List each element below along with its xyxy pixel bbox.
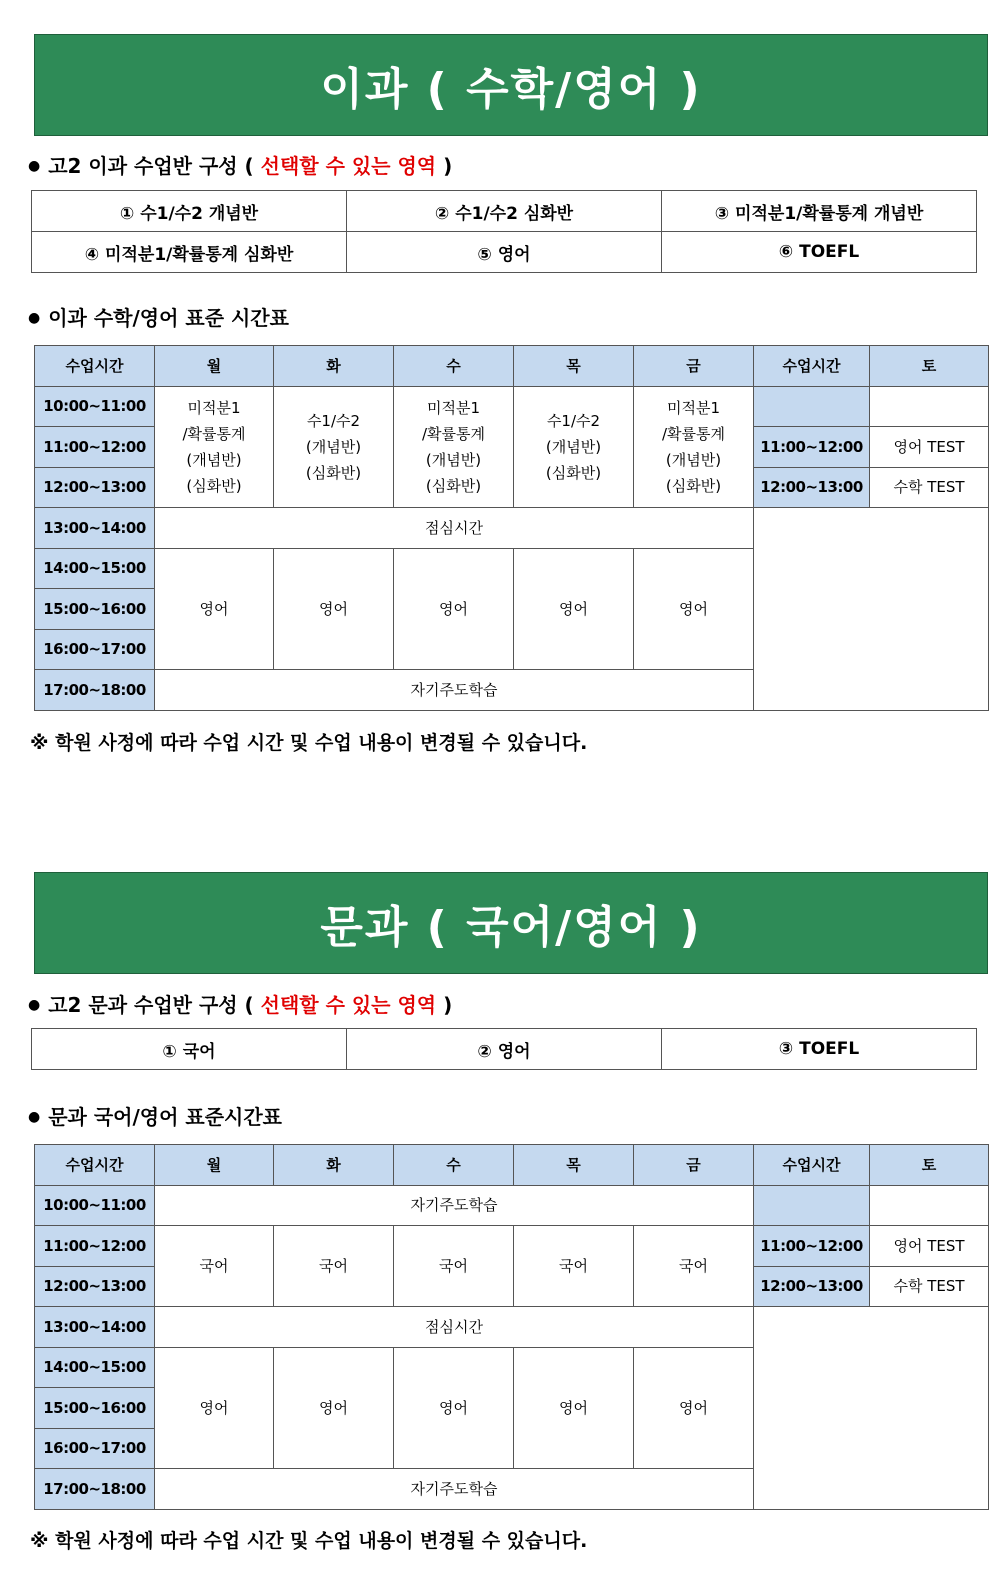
option-cell: ② 수1/수2 심화반 [347,191,662,232]
option-cell: ① 수1/수2 개념반 [32,191,347,232]
option-cell: ③ 미적분1/확률통계 개념반 [662,191,977,232]
science-timetable [34,345,989,711]
time-cell: 10:00~11:00 [35,386,155,427]
saturday-blank-area [754,508,989,711]
english-class-cell: 영어 [155,1347,274,1469]
selectable-area-label: 선택할 수 있는 영역 [260,154,437,178]
header-cell: 금 [634,346,754,387]
lunch-cell: 점심시간 [155,1307,754,1348]
saturday-time-cell: 11:00~12:00 [754,427,870,468]
header-cell: 토 [870,1145,989,1186]
selectable-area-label: 선택할 수 있는 영역 [260,993,437,1017]
time-cell: 13:00~14:00 [35,1307,155,1348]
time-cell: 12:00~13:00 [35,1266,155,1307]
saturday-time-empty [754,386,870,427]
bullet-icon: ● [28,310,41,326]
saturday-time-cell: 11:00~12:00 [754,1226,870,1267]
time-cell: 16:00~17:00 [35,1428,155,1469]
header-cell: 수업시간 [754,1145,870,1186]
english-class-cell: 영어 [634,1347,754,1469]
header-cell: 수업시간 [35,346,155,387]
table-row [35,508,989,549]
option-cell: ② 영어 [347,1029,662,1070]
humanities-timetable-heading: ● 문과 국어/영어 표준시간표 [28,1105,282,1129]
header-cell: 토 [870,346,989,387]
saturday-class-cell: 수학 TEST [870,467,989,508]
time-cell: 11:00~12:00 [35,427,155,468]
math-class-cell: 수1/수2 (개념반) (심화반) [274,386,394,508]
saturday-class-empty [870,386,989,427]
option-cell: ③ TOEFL [662,1029,977,1070]
saturday-class-cell: 영어 TEST [870,427,989,468]
table-header-row [35,346,989,387]
table-header-row [35,1145,989,1186]
option-cell: ① 국어 [32,1029,347,1070]
calculus-class-cell: 미적분1 /확률통계 (개념반) (심화반) [394,386,514,508]
calculus-class-cell: 미적분1 /확률통계 (개념반) (심화반) [155,386,274,508]
schedule-change-note: ※ 학원 사정에 따라 수업 시간 및 수업 내용이 변경될 수 있습니다. [30,732,588,754]
science-class-heading: ● 고2 이과 수업반 구성 ( 선택할 수 있는 영역 ) [28,154,453,178]
korean-class-cell: 국어 [514,1226,634,1307]
time-cell: 17:00~18:00 [35,670,155,711]
time-cell: 16:00~17:00 [35,629,155,670]
korean-class-cell: 국어 [274,1226,394,1307]
time-cell: 15:00~16:00 [35,589,155,630]
schedule-change-note: ※ 학원 사정에 따라 수업 시간 및 수업 내용이 변경될 수 있습니다. [30,1530,588,1552]
self-study-cell: 자기주도학습 [155,1185,754,1226]
humanities-class-heading: ● 고2 문과 수업반 구성 ( 선택할 수 있는 영역 ) [28,993,453,1017]
saturday-time-empty [754,1185,870,1226]
option-cell: ⑤ 영어 [347,232,662,273]
english-class-cell: 영어 [634,548,754,670]
time-cell: 11:00~12:00 [35,1226,155,1267]
time-cell: 13:00~14:00 [35,508,155,549]
bullet-icon: ● [28,997,41,1013]
science-timetable-heading: ● 이과 수학/영어 표준 시간표 [28,306,289,330]
english-class-cell: 영어 [394,548,514,670]
bullet-icon: ● [28,158,41,174]
time-cell: 15:00~16:00 [35,1388,155,1429]
header-cell: 수업시간 [754,346,870,387]
time-cell: 17:00~18:00 [35,1469,155,1510]
option-cell: ④ 미적분1/확률통계 심화반 [32,232,347,273]
table-row [35,1185,989,1226]
english-class-cell: 영어 [274,548,394,670]
saturday-class-cell: 영어 TEST [870,1226,989,1267]
bullet-icon: ● [28,1109,41,1125]
self-study-cell: 자기주도학습 [155,670,754,711]
saturday-blank-area [754,1307,989,1510]
header-cell: 목 [514,1145,634,1186]
humanities-banner: 문과 ( 국어/영어 ) [34,872,988,974]
korean-class-cell: 국어 [634,1226,754,1307]
english-class-cell: 영어 [155,548,274,670]
header-cell: 목 [514,346,634,387]
saturday-time-cell: 12:00~13:00 [754,1266,870,1307]
english-class-cell: 영어 [514,1347,634,1469]
time-cell: 14:00~15:00 [35,548,155,589]
table-row [35,1226,989,1267]
humanities-timetable [34,1144,989,1510]
time-cell: 14:00~15:00 [35,1347,155,1388]
science-options-table [31,190,977,273]
time-cell: 10:00~11:00 [35,1185,155,1226]
english-class-cell: 영어 [514,548,634,670]
time-cell: 12:00~13:00 [35,467,155,508]
humanities-options-table [31,1028,977,1070]
lunch-cell: 점심시간 [155,508,754,549]
header-cell: 수 [394,346,514,387]
header-cell: 금 [634,1145,754,1186]
table-row [35,1307,989,1348]
saturday-class-empty [870,1185,989,1226]
calculus-class-cell: 미적분1 /확률통계 (개념반) (심화반) [634,386,754,508]
english-class-cell: 영어 [274,1347,394,1469]
saturday-time-cell: 12:00~13:00 [754,467,870,508]
english-class-cell: 영어 [394,1347,514,1469]
option-cell: ⑥ TOEFL [662,232,977,273]
header-cell: 월 [155,346,274,387]
saturday-class-cell: 수학 TEST [870,1266,989,1307]
header-cell: 월 [155,1145,274,1186]
header-cell: 수 [394,1145,514,1186]
korean-class-cell: 국어 [394,1226,514,1307]
table-row [35,386,989,427]
science-banner: 이과 ( 수학/영어 ) [34,34,988,136]
self-study-cell: 자기주도학습 [155,1469,754,1510]
header-cell: 화 [274,1145,394,1186]
header-cell: 화 [274,346,394,387]
header-cell: 수업시간 [35,1145,155,1186]
korean-class-cell: 국어 [155,1226,274,1307]
math-class-cell: 수1/수2 (개념반) (심화반) [514,386,634,508]
